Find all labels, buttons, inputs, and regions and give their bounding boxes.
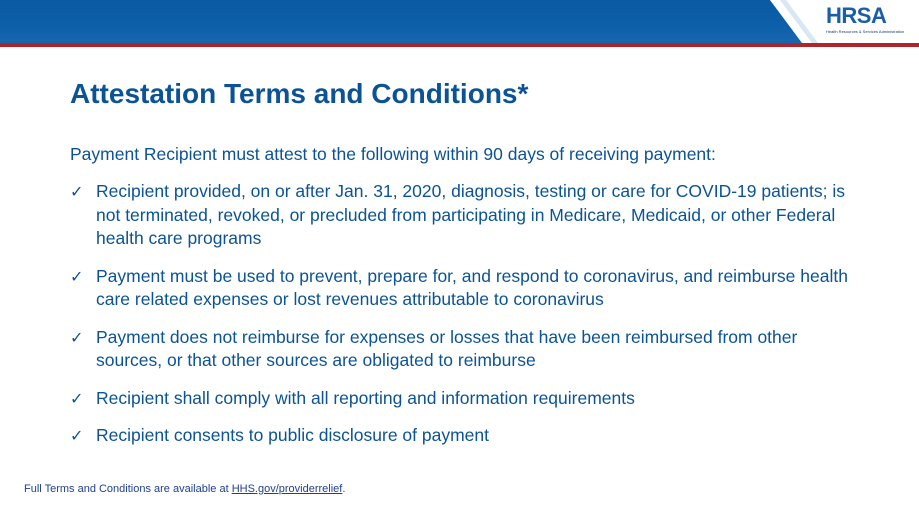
- intro-text: Payment Recipient must attest to the following within 90 days of receiving payment:: [70, 144, 716, 164]
- footer-prefix: Full Terms and Conditions are available at: [24, 483, 232, 495]
- list-item: [70, 424, 850, 448]
- check-icon: ✓: [70, 327, 84, 347]
- check-icon: ✓: [70, 388, 84, 408]
- logo-stripes-graphic: [770, 0, 830, 43]
- list-item: [70, 265, 850, 312]
- list-item-text: Recipient shall comply with all reporting and information requirements: [96, 387, 635, 408]
- hrsa-logo: HRSA: [826, 3, 887, 28]
- check-icon: ✓: [70, 182, 84, 201]
- hrsa-logo-subtitle: Health Resources & Services Administration: [826, 29, 905, 34]
- slide-title: Attestation Terms and Conditions*: [70, 78, 529, 109]
- footer-suffix: .: [342, 483, 346, 495]
- check-icon: ✓: [70, 266, 84, 286]
- list-item: [70, 180, 850, 251]
- list-item-text: Payment must be used to prevent, prepare for, and respond to coronavirus, and reimburse health care related expenses or lost revenues attributable to coronavirus: [96, 265, 848, 309]
- list-item-text: Recipient consents to public disclosure of payment: [96, 425, 489, 445]
- header-red-stripe: [0, 43, 919, 47]
- list-item-text: Recipient provided, on or after Jan. 31, 2020, diagnosis, testing or care for COVID-19 patients; is not terminated, revoked, or precluded from participating in Medicare, Medicaid, or other Federal health care programs: [96, 181, 846, 248]
- expand-icon[interactable]: [900, 4, 914, 18]
- footer-note: [24, 483, 345, 495]
- provider-relief-link[interactable]: HHS.gov/providerrelief: [231, 483, 343, 495]
- list-item: [70, 387, 850, 411]
- list-item: [70, 326, 850, 373]
- attestation-list: [70, 180, 850, 462]
- check-icon: ✓: [70, 426, 84, 445]
- list-item-text: Payment does not reimburse for expenses or losses that have been reimbursed from other sources, or that other sources are obligated to reimburse: [96, 326, 798, 370]
